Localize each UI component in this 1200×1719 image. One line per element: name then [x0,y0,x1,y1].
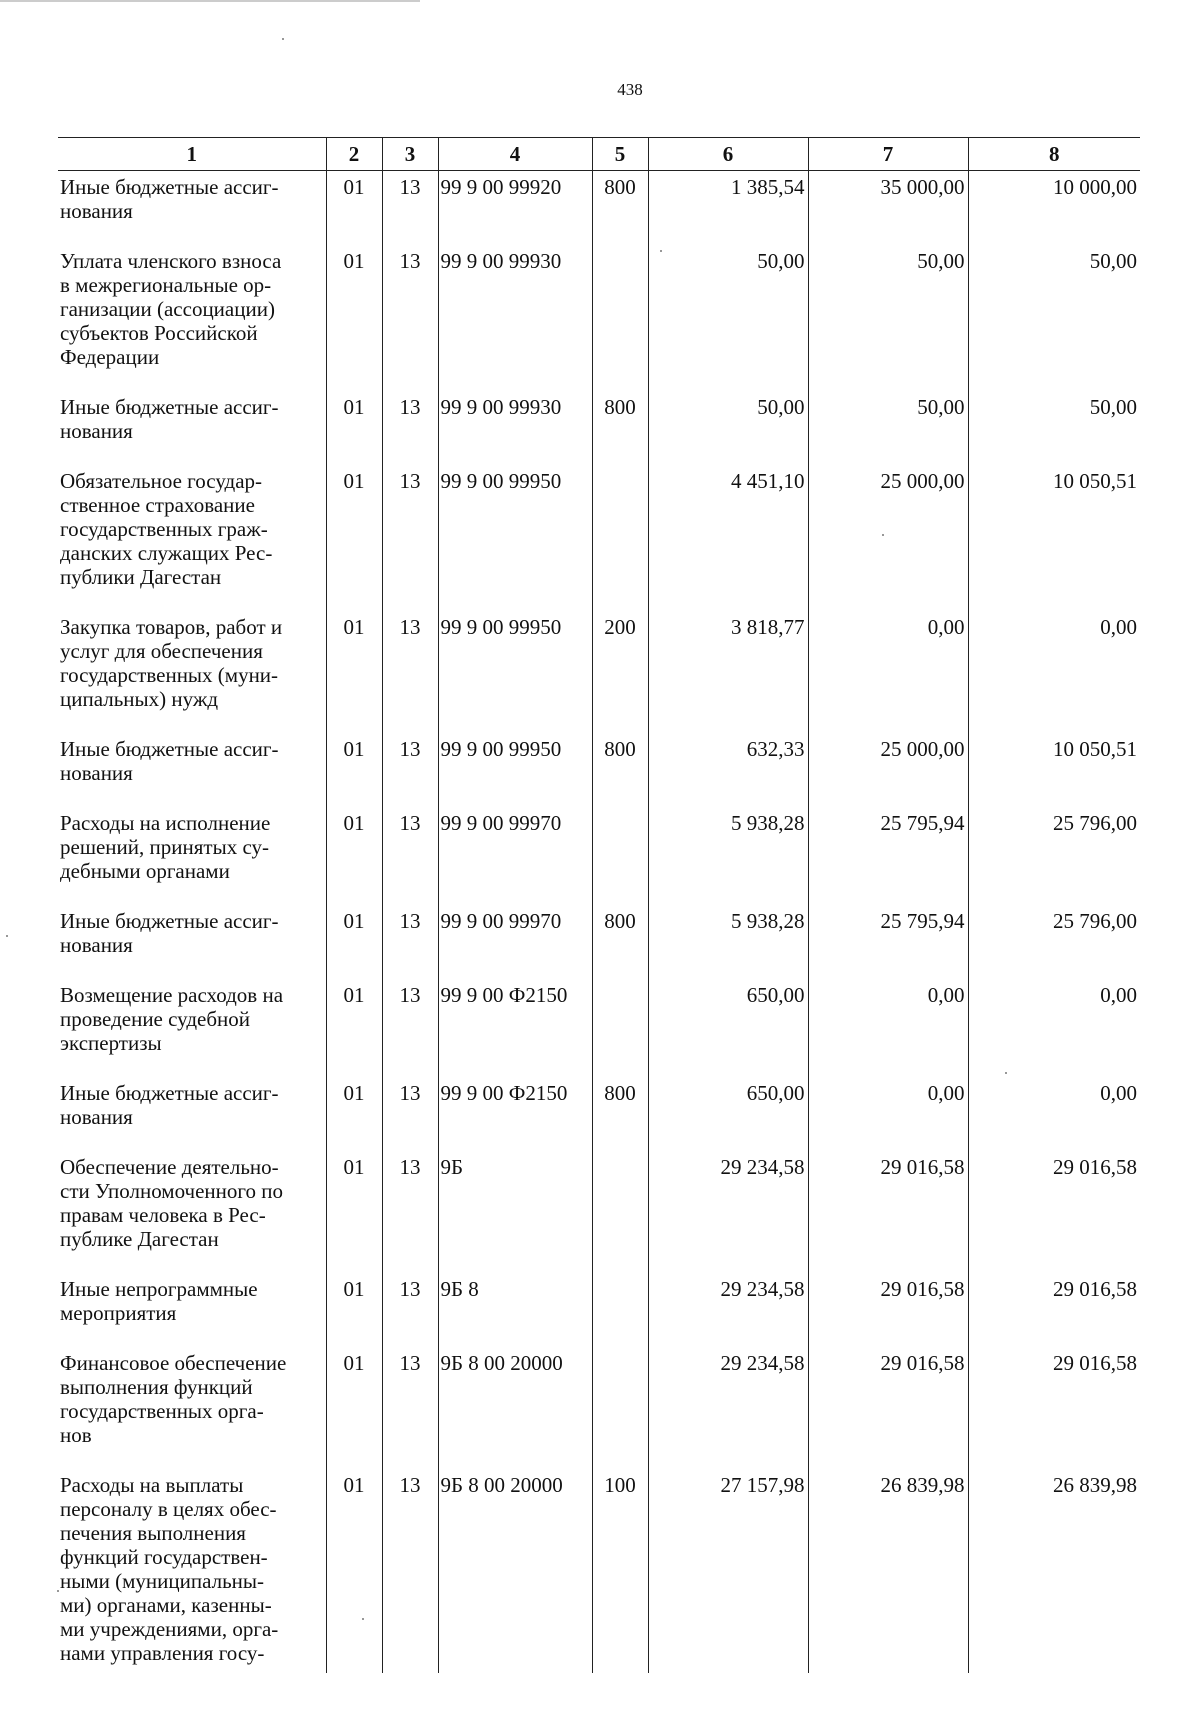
section-code: 01 [326,1469,382,1673]
subsection-code: 13 [382,1347,438,1469]
amount-col-8: 26 839,98 [968,1469,1140,1673]
table-row [58,611,1140,733]
amount-col-6: 3 818,77 [648,611,808,733]
target-article-code: 99 9 00 99950 [438,465,592,611]
amount-col-6: 29 234,58 [648,1273,808,1347]
row-description: Расходы на исполнение решений, принятых су- дебными органами [60,811,271,883]
row-description: Финансовое обеспечение выполнения функций государственных орга- нов [60,1351,287,1447]
scan-speck [1005,1072,1007,1074]
table-row [58,245,1140,391]
expense-type-code: 800 [592,905,648,979]
subsection-code: 13 [382,1469,438,1673]
expense-type-code [592,245,648,391]
expense-type-code: 800 [592,1077,648,1151]
section-code: 01 [326,979,382,1077]
table-row [58,1273,1140,1347]
expense-type-code: 800 [592,391,648,465]
table-row [58,1347,1140,1469]
subsection-code: 13 [382,807,438,905]
table-row [58,905,1140,979]
table-row [58,1469,1140,1673]
amount-col-7: 25 795,94 [808,905,968,979]
section-code: 01 [326,1151,382,1273]
amount-col-6: 650,00 [648,979,808,1077]
amount-col-6: 29 234,58 [648,1151,808,1273]
row-description: Обеспечение деятельно- сти Уполномоченного по правам человека в Рес- публике Дагестан [60,1155,283,1251]
amount-col-7: 25 795,94 [808,807,968,905]
page-number: 438 [617,80,643,99]
scan-edge-line [0,0,420,2]
target-article-code: 99 9 00 99950 [438,733,592,807]
amount-col-6: 5 938,28 [648,905,808,979]
amount-col-6: 650,00 [648,1077,808,1151]
expense-type-code [592,979,648,1077]
target-article-code: 9Б 8 00 20000 [438,1347,592,1469]
subsection-code: 13 [382,1273,438,1347]
expense-type-code: 200 [592,611,648,733]
amount-col-7: 29 016,58 [808,1347,968,1469]
amount-col-7: 35 000,00 [808,171,968,246]
amount-col-7: 25 000,00 [808,465,968,611]
amount-col-8: 29 016,58 [968,1347,1140,1469]
amount-col-6: 5 938,28 [648,807,808,905]
scan-speck [362,1618,364,1620]
table-header-row [58,138,1140,171]
row-description: Иные бюджетные ассиг- нования [60,909,279,957]
table-row [58,171,1140,246]
amount-col-8: 0,00 [968,611,1140,733]
subsection-code: 13 [382,733,438,807]
row-description: Иные бюджетные ассиг- нования [60,175,279,223]
amount-col-6: 632,33 [648,733,808,807]
subsection-code: 13 [382,171,438,246]
section-code: 01 [326,171,382,246]
amount-col-6: 29 234,58 [648,1347,808,1469]
table-row [58,465,1140,611]
table-row [58,733,1140,807]
row-description: Возмещение расходов на проведение судебной экспертизы [60,983,284,1055]
scan-speck [282,38,284,40]
target-article-code: 9Б 8 [438,1273,592,1347]
budget-table [58,137,1140,1673]
target-article-code: 99 9 00 99970 [438,807,592,905]
row-description: Закупка товаров, работ и услуг для обеспечения государственных (муни- ципальных) нужд [60,615,283,711]
subsection-code: 13 [382,1077,438,1151]
target-article-code: 9Б [438,1151,592,1273]
amount-col-8: 0,00 [968,979,1140,1077]
section-code: 01 [326,1077,382,1151]
amount-col-8: 10 050,51 [968,733,1140,807]
column-header: 8 [968,138,1140,171]
amount-col-8: 10 000,00 [968,171,1140,246]
section-code: 01 [326,1347,382,1469]
amount-col-8: 10 050,51 [968,465,1140,611]
row-description: Расходы на выплаты персоналу в целях обес- печения выполнения функций государствен- ными (муниципальны- ми) органами, казенны- ми учреждениями, орга- нами управления госу- [60,1473,279,1665]
table-row [58,1077,1140,1151]
amount-col-8: 50,00 [968,391,1140,465]
target-article-code: 99 9 00 99950 [438,611,592,733]
amount-col-8: 50,00 [968,245,1140,391]
target-article-code: 9Б 8 00 20000 [438,1469,592,1673]
amount-col-7: 26 839,98 [808,1469,968,1673]
section-code: 01 [326,245,382,391]
amount-col-8: 25 796,00 [968,807,1140,905]
subsection-code: 13 [382,465,438,611]
table-row [58,391,1140,465]
scan-speck [660,250,662,252]
expense-type-code: 800 [592,733,648,807]
amount-col-7: 50,00 [808,245,968,391]
section-code: 01 [326,1273,382,1347]
table-body [58,171,1140,1674]
amount-col-8: 29 016,58 [968,1273,1140,1347]
table-row [58,807,1140,905]
table-row [58,1151,1140,1273]
section-code: 01 [326,905,382,979]
table-row [58,979,1140,1077]
row-description: Иные непрограммные мероприятия [60,1277,258,1325]
scan-speck [57,1590,59,1592]
subsection-code: 13 [382,391,438,465]
scan-speck [882,534,884,536]
expense-type-code: 100 [592,1469,648,1673]
column-header: 2 [326,138,382,171]
row-description: Обязательное государ- ственное страхование государственных граж- данских служащих Рес- публики Дагестан [60,469,273,589]
scan-speck [6,935,8,937]
amount-col-6: 50,00 [648,245,808,391]
target-article-code: 99 9 00 99970 [438,905,592,979]
target-article-code: 99 9 00 99930 [438,245,592,391]
subsection-code: 13 [382,1151,438,1273]
target-article-code: 99 9 00 99930 [438,391,592,465]
section-code: 01 [326,611,382,733]
amount-col-6: 27 157,98 [648,1469,808,1673]
expense-type-code [592,465,648,611]
row-description: Иные бюджетные ассиг- нования [60,737,279,785]
amount-col-7: 0,00 [808,611,968,733]
section-code: 01 [326,465,382,611]
subsection-code: 13 [382,611,438,733]
amount-col-7: 25 000,00 [808,733,968,807]
expense-type-code [592,1347,648,1469]
amount-col-7: 29 016,58 [808,1273,968,1347]
expense-type-code: 800 [592,171,648,246]
target-article-code: 99 9 00 99920 [438,171,592,246]
amount-col-6: 50,00 [648,391,808,465]
column-header: 6 [648,138,808,171]
section-code: 01 [326,391,382,465]
column-header: 4 [438,138,592,171]
amount-col-7: 0,00 [808,1077,968,1151]
amount-col-6: 1 385,54 [648,171,808,246]
amount-col-8: 0,00 [968,1077,1140,1151]
amount-col-7: 0,00 [808,979,968,1077]
subsection-code: 13 [382,245,438,391]
row-description: Иные бюджетные ассиг- нования [60,395,279,443]
column-header: 1 [58,138,326,171]
column-header: 7 [808,138,968,171]
target-article-code: 99 9 00 Ф2150 [438,979,592,1077]
amount-col-8: 29 016,58 [968,1151,1140,1273]
row-description: Иные бюджетные ассиг- нования [60,1081,279,1129]
amount-col-8: 25 796,00 [968,905,1140,979]
subsection-code: 13 [382,905,438,979]
expense-type-code [592,1273,648,1347]
column-header: 5 [592,138,648,171]
subsection-code: 13 [382,979,438,1077]
section-code: 01 [326,807,382,905]
amount-col-7: 29 016,58 [808,1151,968,1273]
expense-type-code [592,807,648,905]
expense-type-code [592,1151,648,1273]
target-article-code: 99 9 00 Ф2150 [438,1077,592,1151]
amount-col-6: 4 451,10 [648,465,808,611]
row-description: Уплата членского взноса в межрегиональные ор- ганизации (ассоциации) субъектов Российской Федерации [60,249,282,369]
column-header: 3 [382,138,438,171]
section-code: 01 [326,733,382,807]
amount-col-7: 50,00 [808,391,968,465]
